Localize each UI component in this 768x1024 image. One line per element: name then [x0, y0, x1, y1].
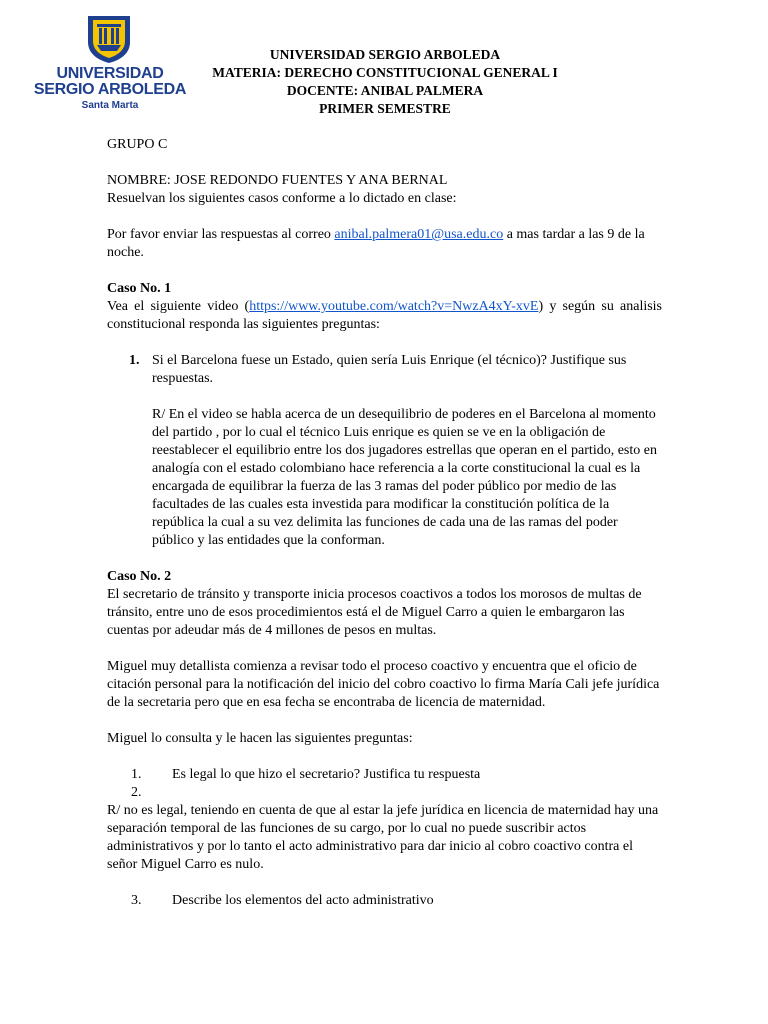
header-subject: MATERIA: DERECHO CONSTITUCIONAL GENERAL I — [212, 65, 558, 80]
list-item-number: 1. — [131, 767, 142, 782]
list-item-number: 3. — [131, 893, 142, 908]
university-logo — [30, 14, 190, 114]
header-semester: PRIMER SEMESTRE — [319, 101, 451, 116]
question-1-number: 1. — [129, 353, 140, 368]
question-1 — [107, 352, 662, 388]
list-item-number: 2. — [131, 785, 142, 800]
instructions: Resuelvan los siguientes casos conforme a lo dictado en clase: — [107, 191, 457, 206]
case-1-intro: Vea el siguiente video (https://www.youtube.com/watch?v=NwzA4xY-xvE) y según su analisis constitucional responda las siguientes preguntas: — [107, 299, 663, 332]
answer-1: R/ En el video se habla acerca de un desequilibrio de poderes en el Barcelona al momento del partido , por lo cual el técnico Luis enrique es quien se ve en la obligación de reestablecer el equilibrio entre los dos jugadores estrellas que operan en el partido, esto en analogía con el estado colombiano hace referencia a la corte constitucional la cual es la encargada de equilibrar la fuerza de las 3 ramas del poder público por medio de las facultades de las cuales esta investida para modificar la constitución política de la república la cual a su vez delimita las funciones de cada una de las ramas del poder público y las entidades que la conforman. — [152, 407, 657, 548]
shield-icon — [84, 14, 134, 64]
list-item-text: Describe los elementos del acto administrativo — [172, 893, 434, 908]
document-header — [180, 46, 590, 118]
list-item — [107, 766, 662, 784]
header-teacher: DOCENTE: ANIBAL PALMERA — [286, 83, 484, 98]
case-2-paragraph-2: Miguel muy detallista comienza a revisar todo el proceso coactivo y encuentra que el oficio de citación personal para la notificación del inicio del cobro coactivo lo firma María Cali jefe jurídica de la secretaria pero que en esa fecha se encontraba de licencia de maternidad. — [107, 659, 660, 710]
case-2-paragraph-1: El secretario de tránsito y transporte inicia procesos coactivos a todos los morosos de multas de tránsito, entre uno de esos procedimientos está el de Miguel Carro a quien le embargaron las cuentas por adeudar más de 4 millones de pesos en multas. — [107, 587, 642, 638]
logo-text-universidad: UNIVERSIDAD — [56, 65, 164, 82]
document-body — [107, 136, 662, 910]
question-1-text: Si el Barcelona fuese un Estado, quien sería Luis Enrique (el técnico)? Justifique sus respuestas. — [152, 353, 627, 386]
video-link[interactable]: https://www.youtube.com/watch?v=NwzA4xY-xvE — [249, 299, 539, 314]
case-2-title: Caso No. 2 — [107, 569, 172, 584]
email-instructions: Por favor enviar las respuestas al correo anibal.palmera01@usa.edu.co a mas tardar a las 9 de la noche. — [107, 227, 645, 260]
header-university: UNIVERSIDAD SERGIO ARBOLEDA — [269, 47, 501, 62]
list-item-text: Es legal lo que hizo el secretario? Justifica tu respuesta — [172, 767, 481, 782]
case-1-title: Caso No. 1 — [107, 281, 172, 296]
group-label: GRUPO C — [107, 137, 168, 152]
names-line: NOMBRE: JOSE REDONDO FUENTES Y ANA BERNAL — [107, 173, 448, 188]
email-link[interactable]: anibal.palmera01@usa.edu.co — [334, 227, 504, 242]
logo-text-sergio-arboleda: SERGIO ARBOLEDA — [33, 81, 187, 98]
list-item-text — [172, 784, 662, 802]
answer-2: R/ no es legal, teniendo en cuenta de que al estar la jefe jurídica en licencia de maternidad hay una separación temporal de las funciones de su cargo, por lo cual no puede suscribir actos administrativos y por lo tanto el acto administrativo para dar inicio al cobro coactivo contra el señor Miguel Carro es nulo. — [107, 803, 659, 872]
list-item — [107, 892, 662, 910]
logo-text-santa-marta: Santa Marta — [81, 100, 139, 111]
case-2-paragraph-3: Miguel lo consulta y le hacen las siguientes preguntas: — [107, 731, 413, 746]
list-item — [107, 784, 662, 802]
